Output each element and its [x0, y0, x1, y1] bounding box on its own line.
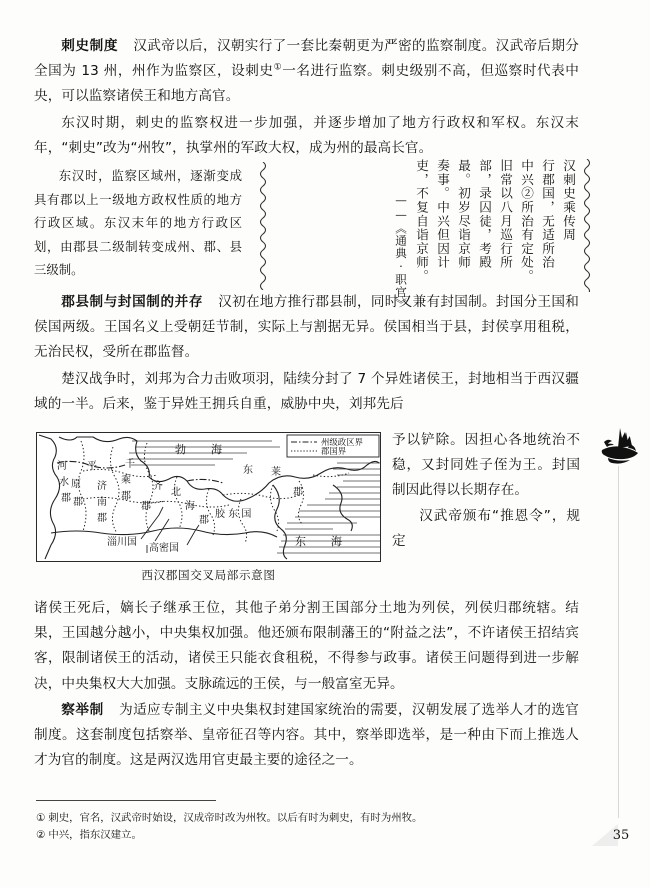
map-label-jinan-1: 济 [97, 481, 107, 492]
map-label-beihai-3: 郡 [199, 515, 209, 526]
map-label-hejun-3: 郡 [61, 493, 71, 504]
map-label-donglai-1: 东 [243, 465, 253, 476]
map-label-beihai-1: 北 [171, 487, 181, 498]
legend-label-commandery: 郡国界 [321, 446, 347, 456]
map-label-hejun-1: 河 [57, 461, 67, 472]
map-frame [36, 432, 381, 562]
map-label-jinan-3: 郡 [97, 513, 107, 524]
paragraph-cishi-system-text: 汉武帝以后，汉朝实行了一套比秦朝更为严密的监察制度。汉武帝后期分全国为 13 州，州作为监察区，设刺史 [34, 38, 579, 80]
map-illustration [37, 433, 380, 561]
map-caption: 西汉郡国交叉局部示意图 [141, 568, 276, 582]
map-label-qijun-2: 郡 [141, 501, 151, 512]
map-label-qiancheng-2: 乘 [121, 475, 131, 486]
map-label-zichuanguo: 淄川国 [107, 537, 137, 548]
paragraph-chajuzhi-text: 为适应专制主义中央集权封建国家统治的需要，汉朝发展了选举人才的选官制度。这套制度包括察举、皇帝征召等内容。其中，察举即选举，是一种由下而上推选人才为官的制度。这是两汉选用官吏最主要的途径之一。 [34, 701, 579, 769]
paragraph-chuhan-war: 楚汉战争时，刘邦为合力击败项羽，陆续分封了 7 个异姓诸侯王，封地相当于西汉疆域的一半。后来，鉴于异姓王拥兵自重，威胁中央，刘邦先后 [34, 370, 579, 412]
paragraph-chuhan-war-continued: 予以铲除。因担心各地统治不稳，又封同姓子侄为王。封国制因此得以长期存在。 [392, 432, 580, 499]
map-label-pingyuan-1: 平 [87, 461, 97, 472]
map-label-jinan-2: 南 [97, 497, 107, 508]
paragraph-cishi-system-text-after: 一名进行监察。刺史级别不高，但巡察时代表中央，可以监察诸侯王和地方高官。 [34, 63, 579, 105]
map-sea-label-bohai: 勃 海 [175, 443, 229, 456]
term-chajuzhi: 察举制 [61, 701, 104, 718]
footnote-separator [36, 800, 216, 801]
ink-landscape-ornament [596, 422, 642, 468]
quote-column-6: 最。初岁尽诣京师 [456, 159, 471, 270]
page-spine-line [618, 466, 619, 818]
term-cishi-system: 刺史制度 [61, 38, 119, 54]
coastline-shandong-east [273, 485, 287, 559]
footnote-list [36, 810, 556, 844]
quote-column-5: 部，录囚徒，考殿 [477, 159, 492, 270]
below-map-text-column [34, 596, 579, 774]
map-label-donglai-3: 郡 [293, 487, 303, 498]
paragraph-tuienling-rest: 诸侯王死后，嫡长子继承王位，其他子弟分割王国部分土地为列侯，列侯归郡统辖。结果，王国越分越小，中央集权加强。他还颁布限制藩王的“附益之法”，不许诸侯王招结宾客，限制诸侯王的活动，诸侯王只能衣食租税，不得参与政事。诸侯王问题得到进一步解决，中央集权大大加强。支脉疏远的王侯，与一般富室无异。 [34, 600, 579, 692]
province-border [57, 461, 223, 483]
map-side-text-column [392, 428, 580, 554]
legend-label-province: 州级政区界 [321, 437, 363, 447]
footnote-text-1: 刺史，官名，汉武帝时始设，汉成帝时改为州牧。以后有时为刺史，有时为州牧。 [48, 812, 423, 824]
term-junxian-fengguo: 郡县制与封国制的并存 [61, 294, 204, 311]
map-label-hejun-2: 水 [59, 477, 69, 488]
map-label-gaomiguo: 高密国 [149, 543, 179, 554]
quote-column-1: 汉刺史乘传周 [561, 159, 576, 242]
paragraph-junxian-fengguo [34, 290, 579, 366]
classical-quote-box [278, 159, 578, 310]
page-number: 35 [612, 828, 630, 843]
quote-column-2: 行郡国，无适所治 [540, 159, 555, 270]
paragraph-donghan: 东汉时期，刺史的监察权进一步加强，并逐步增加了地方行政权和军权。东汉末年，“刺史”改为“州牧”，执掌州的军政大权，成为州的最高长官。 [34, 114, 579, 156]
main-text-column [34, 34, 579, 418]
sidenote-block: 东汉时，监察区域州，逐渐变成具有郡以上一级地方政权性质的地方行政区域。东汉末年的地方行政区划，由郡县二级制转变成州、郡、县三级制。 [34, 168, 242, 277]
map-label-donglai-2: 莱 [271, 467, 281, 478]
map-region-labels [57, 458, 303, 554]
quote-column-8: 吏，不复自诣京师。 [414, 159, 429, 284]
map-label-jiaodongguo: 胶 东 国 [215, 509, 252, 520]
paragraph-tuienling-start: 汉武帝颁布“推恩令”，规定 [392, 507, 580, 549]
map-sea-label-donghai: 东 海 [295, 535, 349, 548]
paragraph-junxian-fengguo-text: 汉初在地方推行郡县制，同时又兼有封国制。封国分王国和侯国两级。王国名义上受朝廷节制，实际上与割据无异。侯国相当于县，封侯享用租税，无治民权，受所在郡监督。 [34, 294, 580, 361]
coastline-penisula-tip [333, 485, 352, 531]
map-label-qijun-1: 齐 [153, 481, 163, 492]
quote-columns [391, 159, 578, 310]
footnote-text-2: 中兴，指东汉建立。 [48, 829, 142, 841]
map-figure [36, 432, 381, 583]
map-label-qiancheng-1: 千 [125, 459, 135, 470]
squiggle-divider-right [582, 159, 592, 292]
land-boundary-south [51, 528, 277, 537]
map-label-beihai-2: 海 [185, 501, 195, 512]
quote-source: ——《通典·职官》 [394, 193, 408, 310]
quote-column-3: 中兴②所治有定处。 [519, 159, 534, 284]
map-label-pingyuan-3: 郡 [73, 497, 83, 508]
map-legend [287, 435, 379, 457]
map-label-qiancheng-3: 郡 [121, 491, 131, 502]
footnote-mark-2: ② [36, 829, 46, 841]
quote-column-7: 奏事。中兴但因计 [435, 159, 450, 270]
footnote-item-1 [36, 810, 556, 827]
footnote-ref-1[interactable]: ① [273, 62, 283, 73]
squiggle-divider-left [258, 162, 268, 290]
map-label-pingyuan-2: 原 [71, 479, 81, 490]
paragraph-cishi-system [34, 34, 579, 110]
quote-column-4: 旧常以八月巡行所 [498, 159, 513, 270]
coastline-west [39, 435, 60, 559]
footnote-mark-1: ① [36, 812, 46, 824]
footnote-item-2 [36, 827, 556, 844]
paragraph-chajuzhi [34, 698, 579, 774]
